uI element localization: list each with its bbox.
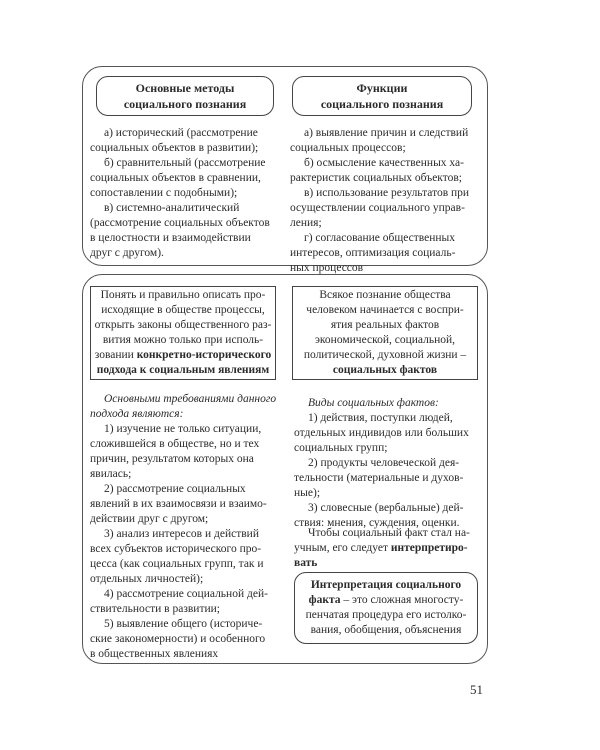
interpretation-box: Интерпретация социального факта – это сложная многосту- пенчатая процедура его истолко- вания, обобщения, объяснения xyxy=(294,572,478,644)
interpretation-note: Чтобы социальный факт стал на- учным, его следует интерпретиро- вать xyxy=(294,527,470,569)
requirements-list: Основными требованиями данного подхода являются: 1) изучение не только ситуации, сложившейся в обществе, но и тех причин, результатом которых она явилась; 2) рассмотрение социальных явлений в их взаимосвязи и взаимо- действии друг с другом; 3) анализ интересов и действий всех субъектов исторического про- цесса (как социальных групп, так и отдельных личностей); 4) рассмотрение социальной дей- ствительности в развитии; 5) выявление общего (историче- ские закономерности) и особенного в общественных явлениях xyxy=(90,393,277,660)
social-facts-box: Всякое познание общества человеком начинается с воспри- ятия реальных фактов экономической, социальной, политической, духовной жизни – социальных фактов xyxy=(292,286,478,380)
methods-header: Основные методы социального познания xyxy=(96,76,274,116)
functions-header: Функции социального познания xyxy=(292,76,472,116)
functions-list: а) выявление причин и следствий социальных процессов; б) осмысление качественных ха- рактеристик социальных объектов; в) использование результатов при осуществлении социального управ- ления; г) согласование общественных интересов, оптимизация социаль- ных процессов xyxy=(290,127,470,274)
concrete-historical-box: Понять и правильно описать про- исходящие в обществе процессы, открыть законы общественного раз- вития можно только при исполь- зовании конкретно-исторического подхода к социальным явлениям xyxy=(90,286,276,380)
social-fact-types-list: Виды социальных фактов: 1) действия, поступки людей, отдельных индивидов или больших социальных групп; 2) продукты человеческой дея- тельности (материальные и духов- ные); 3) словесные (вербальные) дей- ствия: мнения, суждения, оценки. xyxy=(294,397,469,529)
page-number: 51 xyxy=(470,682,483,697)
methods-list: а) исторический (рассмотрение социальных объектов в развитии); б) сравнительный (рассмотрение социальных объектов в сравнении, сопоставлении с подобными); в) системно-аналитический (рассмотрение социальных объектов в целостности и взаимодействии друг с другом). xyxy=(90,127,270,259)
